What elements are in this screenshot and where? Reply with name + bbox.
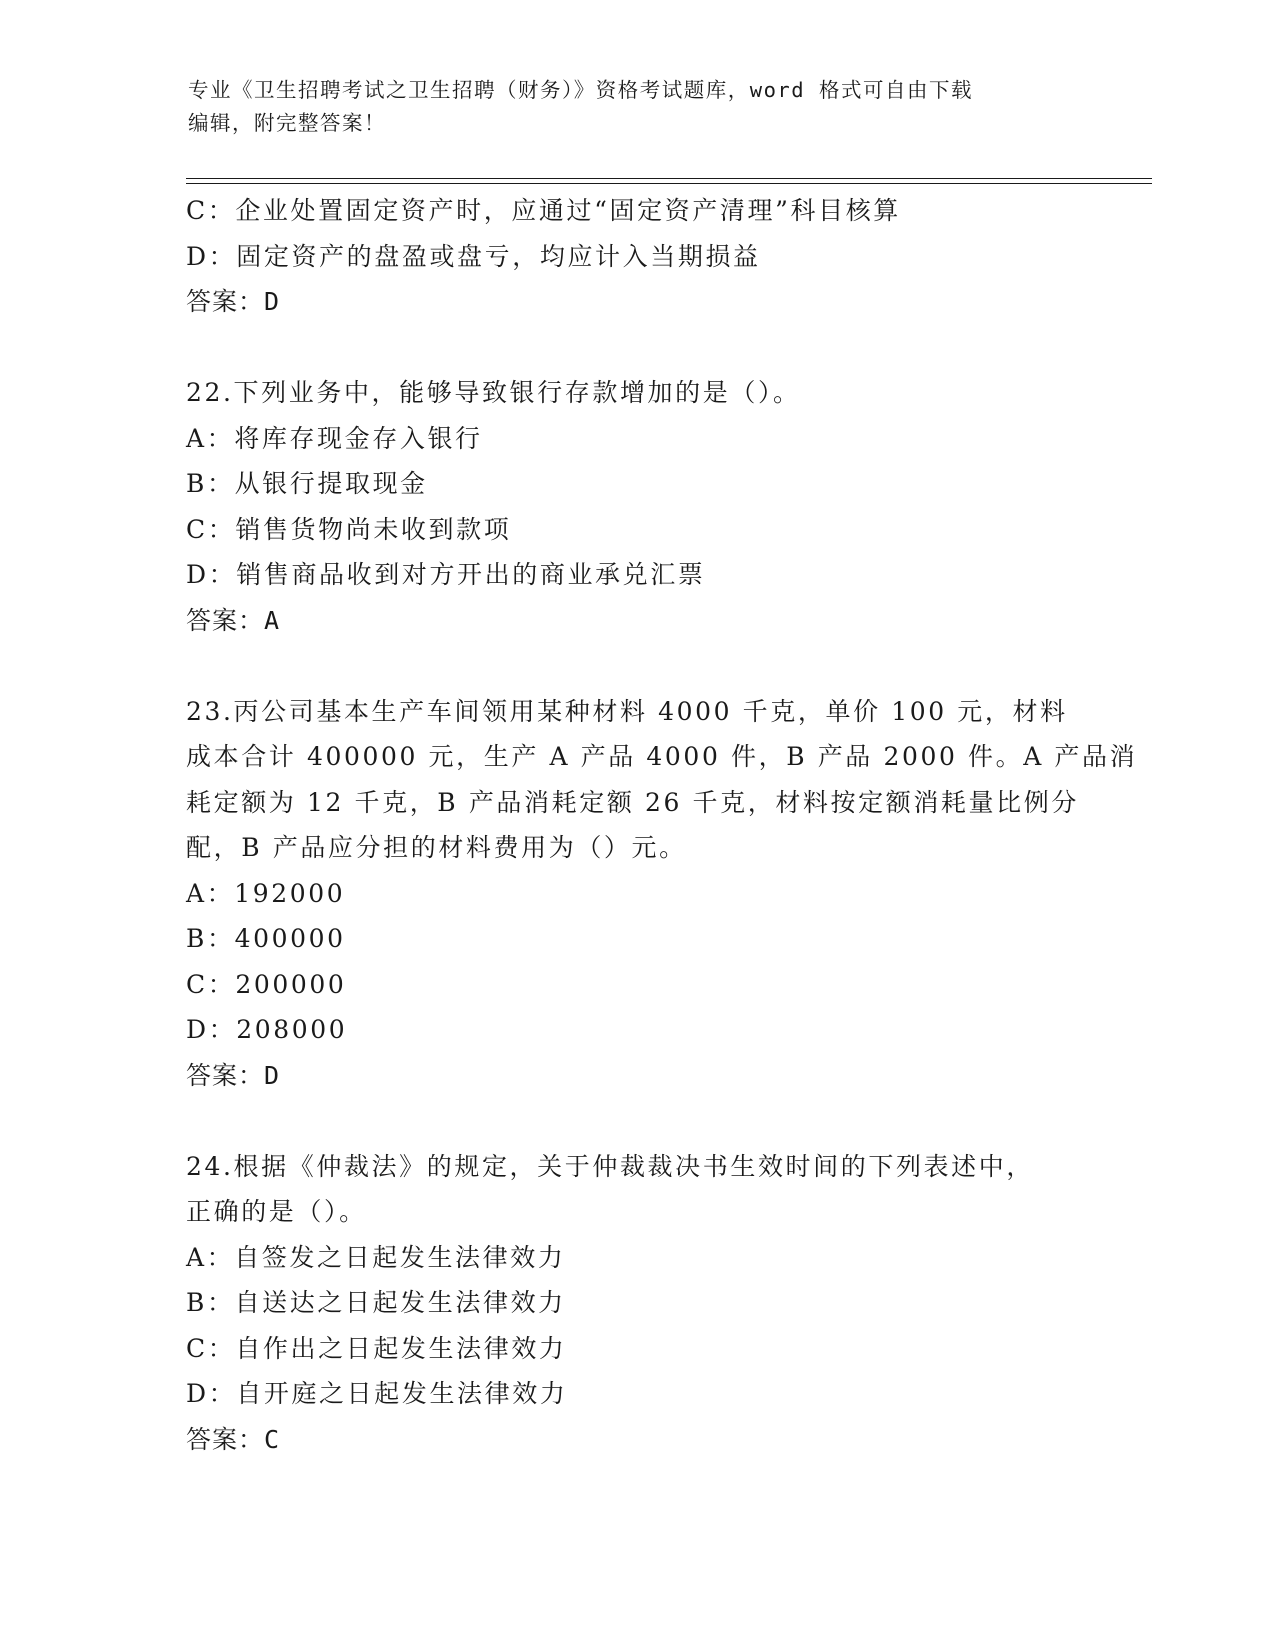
header-divider-bottom [186, 183, 1152, 184]
question-stem-line-2: 正确的是（）。 [186, 1197, 367, 1226]
spacer [186, 1099, 1146, 1144]
header-line-1: 专业《卫生招聘考试之卫生招聘（财务）》资格考试题库，word 格式可自由下载 [188, 78, 973, 102]
option-a: A：192000 [186, 878, 346, 908]
option-a: A：将库存现金存入银行 [186, 423, 483, 453]
question-list [186, 188, 1146, 1463]
option-c: C：企业处置固定资产时，应通过“固定资产清理”科目核算 [186, 196, 901, 225]
answer: 答案：C [186, 1424, 281, 1454]
header-divider-top [186, 178, 1152, 179]
question-21-tail [186, 188, 1146, 325]
question-stem: 22.下列业务中，能够导致银行存款增加的是（）。 [186, 378, 801, 407]
option-b: B：400000 [186, 924, 346, 953]
question-22 [186, 370, 1146, 644]
answer: 答案：D [186, 1060, 281, 1090]
option-c: C：自作出之日起发生法律效力 [186, 1333, 567, 1363]
spacer [186, 325, 1146, 370]
spacer [186, 644, 1146, 689]
question-stem-line-4: 配，B 产品应分担的材料费用为（）元。 [186, 833, 687, 862]
question-stem-line-1: 24.根据《仲裁法》的规定，关于仲裁裁决书生效时间的下列表述中， [186, 1151, 1034, 1181]
question-stem-line-3: 耗定额为 12 千克，B 产品消耗定额 26 千克，材料按定额消耗量比例分 [186, 787, 1079, 817]
option-c: C：销售货物尚未收到款项 [186, 514, 512, 544]
option-d: D：208000 [186, 1015, 348, 1044]
option-a: A：自签发之日起发生法律效力 [186, 1242, 566, 1272]
question-stem-line-2: 成本合计 400000 元，生产 A 产品 4000 件，B 产品 2000 件。A 产品消 [186, 742, 1138, 771]
option-b: B：自送达之日起发生法律效力 [186, 1288, 566, 1317]
option-d: D：自开庭之日起发生法律效力 [186, 1379, 568, 1408]
question-stem-line-1: 23.丙公司基本生产车间领用某种材料 4000 千克，单价 100 元，材料 [186, 696, 1068, 726]
answer: 答案：A [186, 605, 281, 635]
option-d: D：销售商品收到对方开出的商业承兑汇票 [186, 560, 706, 589]
answer: 答案：D [186, 287, 281, 316]
question-23 [186, 689, 1146, 1099]
header-line-2: 编辑，附完整答案！ [188, 111, 386, 135]
option-c: C：200000 [186, 969, 347, 999]
option-b: B：从银行提取现金 [186, 469, 428, 498]
option-d: D：固定资产的盘盈或盘亏，均应计入当期损益 [186, 241, 761, 271]
question-24 [186, 1144, 1146, 1463]
document-header [188, 74, 1068, 140]
